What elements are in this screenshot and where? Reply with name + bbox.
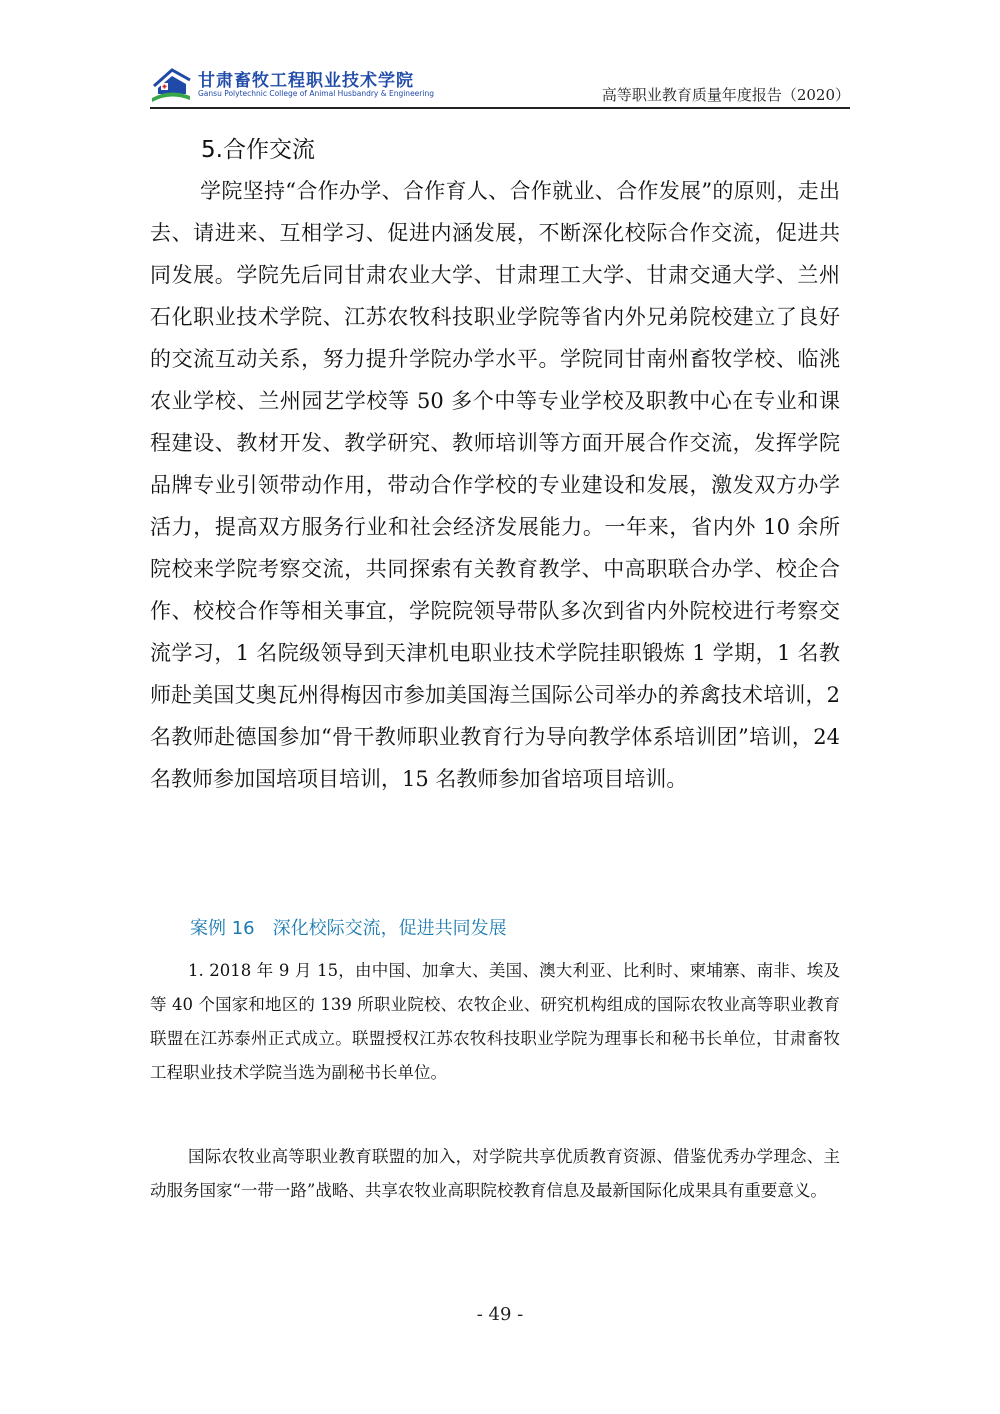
case-study-paragraph-1: 1. 2018 年 9 月 15，由中国、加拿大、美国、澳大利亚、比利时、柬埔寨、南非、埃及等 40 个国家和地区的 139 所职业院校、农牧企业、研究机构组成的国际农牧业高等职业教育联盟在江苏泰州正式成立。联盟授权江苏农牧科技职业学院为理事长和秘书长单位，甘肃畜牧工程职业技术学院当选为副秘书长单位。 [150,961,840,1082]
college-name-en: Gansu Polytechnic College of Animal Husbandry & Engineering [198,89,434,98]
section-body-paragraph: 学院坚持“合作办学、合作育人、合作就业、合作发展”的原则，走出去、请进来、互相学习、促进内涵发展，不断深化校际合作交流，促进共同发展。学院先后同甘肃农业大学、甘肃理工大学、甘肃交通大学、兰州石化职业技术学院、江苏农牧科技职业学院等省内外兄弟院校建立了良好的交流互动关系，努力提升学院办学水平。学院同甘南州畜牧学校、临洮农业学校、兰州园艺学校等 50 多个中等专业学校及职教中心在专业和课程建设、教材开发、教学研究、教师培训等方面开展合作交流，发挥学院品牌专业引领带动作用，带动合作学校的专业建设和发展，激发双方办学活力，提高双方服务行业和社会经济发展能力。一年来，省内外 10 余所院校来学院考察交流，共同探索有关教育教学、中高职联合办学、校企合作、校校合作等相关事宜，学院院领导带队多次到省内外院校进行考察交流学习，1 名院级领导到天津机电职业技术学院挂职锻炼 1 学期，1 名教师赴美国艾奥瓦州得梅因市参加美国海兰国际公司举办的养禽技术培训，2 名教师赴德国参加“骨干教师职业教育行为导向教学体系培训团”培训，24 名教师参加国培项目培训，15 名教师参加省培项目培训。 [150,179,840,791]
section-heading: 5.合作交流 [201,137,315,163]
report-title: 高等职业教育质量年度报告（2020） [601,86,850,104]
page-header [150,62,850,112]
college-name-cn: 甘肃畜牧工程职业技术学院 [198,71,414,91]
case-study-paragraph-2: 国际农牧业高等职业教育联盟的加入，对学院共享优质教育资源、借鉴优秀办学理念、主动服务国家“一带一路”战略、共享农牧业高职院校教育信息及最新国际化成果具有重要意义。 [150,1147,840,1200]
college-logo-icon [150,64,192,104]
case-study-title: 案例 16 深化校际交流，促进共同发展 [190,918,507,939]
page-number: - 49 - [476,1304,524,1325]
header-divider [150,107,850,109]
